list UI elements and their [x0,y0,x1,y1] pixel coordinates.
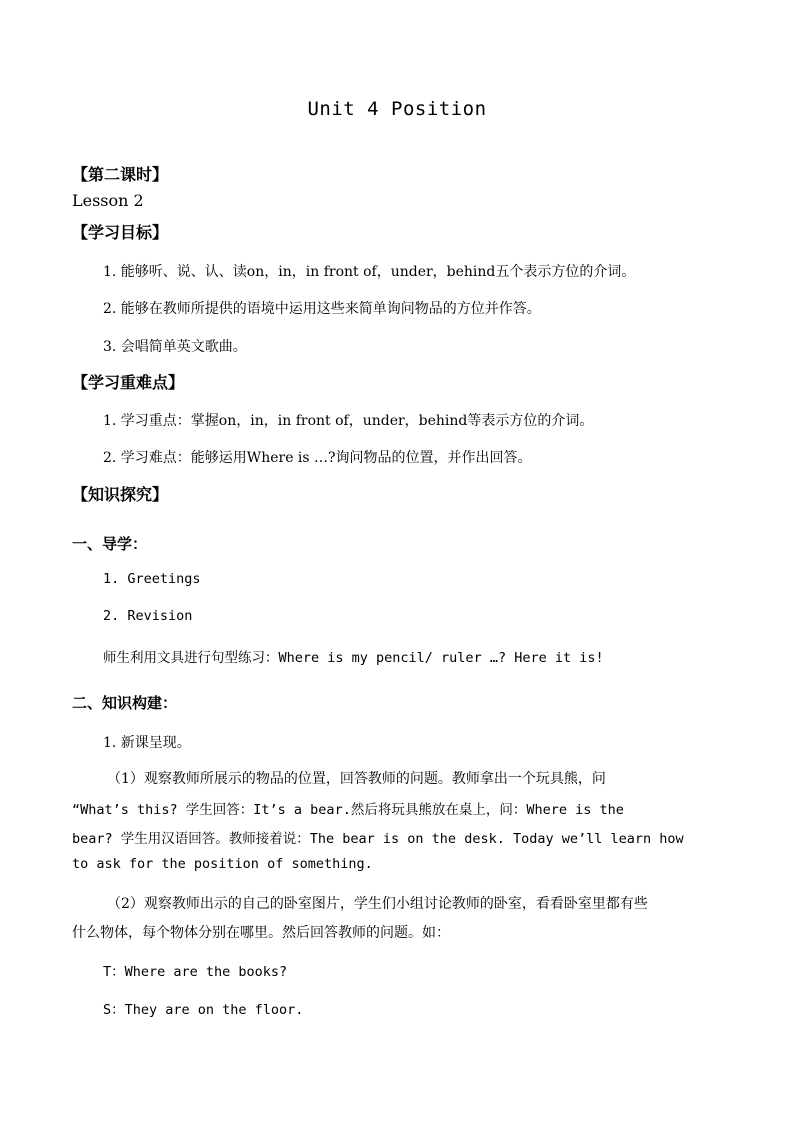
key-points-heading: 【学习重难点】 [72,373,185,392]
paragraph-line: （2）观察教师出示的自己的卧室图片，学生们小组讨论教师的卧室，看看卧室里都有些 [107,896,648,912]
paragraph-line: （1）观察教师所展示的物品的位置，回答教师的问题。教师拿出一个玩具熊，问 [107,771,606,787]
objectives-heading: 【学习目标】 [72,223,169,242]
paragraph-line: “What’s this? 学生回答：It’s a bear.然后将玩具熊放在桌上，问：Where is the [72,802,624,818]
lesson-label: Lesson 2 [72,191,144,210]
section1-item: 2. Revision [103,608,193,624]
section1-note: 师生利用文具进行句型练习：Where is my pencil/ ruler …? Here it is! [103,650,604,666]
paragraph-line: to ask for the position of something. [72,856,373,872]
paragraph-line: 什么物体，每个物体分别在哪里。然后回答教师的问题。如： [72,925,450,941]
period-heading: 【第二课时】 [72,165,169,184]
section2-item: 1. 新课呈现。 [103,735,191,751]
objective-item: 3. 会唱简单英文歌曲。 [103,339,247,355]
section2-heading: 二、知识构建： [72,694,178,712]
page-title: Unit 4 Position [307,98,487,120]
key-point-item: 2. 学习难点：能够运用Where is …?询问物品的位置，并作出回答。 [103,450,532,466]
explore-heading: 【知识探究】 [72,485,169,504]
objective-item: 2. 能够在教师所提供的语境中运用这些来简单询问物品的方位并作答。 [103,301,541,317]
objective-item: 1. 能够听、说、认、读on，in，in front of，under，behind五个表示方位的介词。 [103,264,636,280]
dialog-line: S：They are on the floor. [103,1002,304,1018]
paragraph-line: bear? 学生用汉语回答。教师接着说：The bear is on the desk. Today we’ll learn how [72,831,684,847]
dialog-line: T：Where are the books? [103,964,288,980]
section1-item: 1. Greetings [103,571,201,587]
key-point-item: 1. 学习重点：掌握on，in，in front of，under，behind等表示方位的介词。 [103,413,594,429]
section1-heading: 一、导学： [72,535,148,553]
